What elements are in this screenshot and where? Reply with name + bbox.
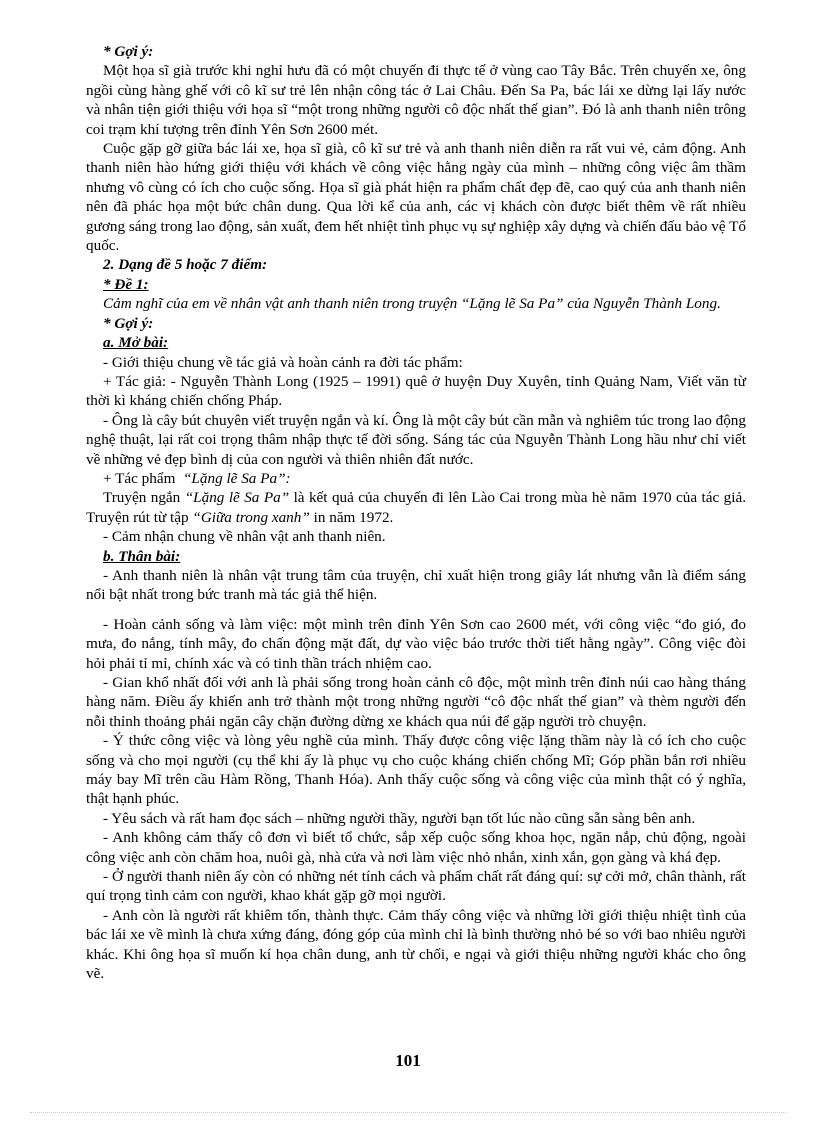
body-heading [86,547,746,566]
intro-heading-text: a. Mở bài: [103,334,169,352]
exercise-label-text: * Đề 1: [103,275,149,293]
work-label: + Tác phẩm [103,469,176,487]
intro-heading [86,333,746,352]
page-content [86,42,746,984]
body-paragraph-5: - Yêu sách và rất ham đọc sách – những người thầy, người bạn tốt lúc nào cũng sẵn sàng bên anh. [103,809,696,827]
body-paragraph-7: - Ở người thanh niên ấy còn có những nét tính cách và phẩm chất rất đáng quí: sự cởi mở, chân thành, rất quí trọng tình cảm con người, khao khát gặp gỡ mọi người. [86,868,746,905]
work-title: “Lặng lẽ Sa Pa”: [182,469,291,487]
intro-line-author: + Tác giả: - Nguyễn Thành Long (1925 – 1991) quê ở huyện Duy Xuyên, tỉnh Quảng Nam, Viết văn từ thời kì kháng chiến chống Pháp. [86,372,746,410]
story-text-2: là kết quả của chuyến đi lên Lào Cai trong mùa hè năm 1970 của tác giả. Truyện rút từ tập [86,489,747,526]
exercise-label [86,275,746,294]
section-heading-form: 2. Dạng đề 5 hoặc 7 điểm: [103,256,268,274]
intro-line-general: - Giới thiệu chung về tác giả và hoàn cảnh ra đời tác phẩm: [103,353,463,371]
intro-line-work [86,469,746,488]
story-text-1: Truyện ngắn [103,489,181,507]
hint-heading-1: * Gợi ý: [103,43,154,60]
body-paragraph-1: - Anh thanh niên là nhân vật trung tâm của truyện, chỉ xuất hiện trong giây lát nhưng vẫn là điểm sáng nổi bật nhất trong bức tranh mà tác giả thể hiện. [86,566,746,604]
intro-line-story [86,488,746,527]
story-title: “Lặng lẽ Sa Pa” [184,489,290,507]
intro-line-feeling: - Cảm nhận chung về nhân vật anh thanh niên. [103,528,386,546]
hint-heading-2: * Gợi ý: [103,314,154,332]
page-bottom-divider [30,1112,786,1113]
body-paragraph-4: - Ý thức công việc và lòng yêu nghề của mình. Thấy được công việc lặng thầm này là có ích cho cuộc sống và cho mọi người (cụ thể khi ấy là phục vụ cho cuộc kháng chiến chống Mĩ; Góp phần bắn rơi nhiều máy bay Mĩ trên cầu Hàm Rồng, Thanh Hóa). Anh thấy cuộc sống và công việc của mình thật có ý nghĩa, thật hạnh phúc. [86,732,746,808]
body-paragraph-2: - Hoàn cảnh sống và làm việc: một mình trên đỉnh Yên Sơn cao 2600 mét, với công việc “đo gió, đo mưa, đo nắng, tính mây, đo chấn động mặt đất, dự vào việc báo trước thời tiết hằng ngày”. Công việc đòi hỏi phải tỉ mỉ, chính xác và có tinh thần trách nhiệm cao. [86,615,746,672]
body-paragraph-3: - Gian khổ nhất đối với anh là phải sống trong hoàn cảnh cô độc, một mình trên đỉnh núi cao hàng tháng hàng năm. Điều ấy khiến anh trở thành một trong những người “cô độc nhất thế gian” và thèm người đến nỗi thỉnh thoảng phải ngăn cây chặn đường dừng xe khách qua núi để gặp người trò chuyện. [86,674,746,730]
body-paragraph-6: - Anh không cảm thấy cô đơn vì biết tổ chức, sắp xếp cuộc sống khoa học, ngăn nắp, chủ động, ngoài công việc anh còn chăm hoa, nuôi gà, nhà cửa và nơi làm việc nhỏ nhắn, xinh xắn, gọn gàng và khá đẹp. [86,829,746,866]
intro-line-author-style: - Ông là cây bút chuyên viết truyện ngắn và kí. Ông là một cây bút cần mẫn và nghiêm túc trong lao động nghệ thuật, lại rất coi trọng thâm nhập thực tế đời sống. Sáng tác của Nguyễn Thành Long hầu như chỉ viết về những vẻ đẹp bình dị của con người và thiên nhiên đất nước. [86,411,746,468]
story-text-3: in năm 1972. [313,508,394,526]
body-heading-text: b. Thân bài: [103,547,181,565]
summary-paragraph-1: Một họa sĩ già trước khi nghỉ hưu đã có một chuyến đi thực tế ở vùng cao Tây Bắc. Trên chuyến xe, ông ngồi cùng hàng ghế với cô kĩ sư trẻ lên nhận công tác ở Lai Châu. Đến Sa Pa, bác lái xe dừng lại lấy nước và nhân tiện giới thiệu với họa sĩ “một trong những người cô độc nhất thế gian”. Đó là anh thanh niên trông coi trạm khí tượng trên đỉnh Yên Sơn 2600 mét. [86,62,746,138]
spacer [86,605,746,615]
summary-paragraph-2: Cuộc gặp gỡ giữa bác lái xe, họa sĩ già, cô kĩ sư trẻ và anh thanh niên diễn ra rất vui vẻ, cảm động. Anh thanh niên hào hứng giới thiệu với khách về công việc hằng ngày của mình – những công việc âm thầm nhưng vô cùng có ích cho cuộc sống. Họa sĩ già phát hiện ra phẩm chất đẹp đẽ, cao quý của anh thanh niên nên đã phác họa một bức chân dung. Qua lời kể của anh, các vị khách còn được biết thêm về rất nhiều gương sáng trong lao động, sản xuất, đem hết nhiệt tình phục vụ sự nghiệp xây dựng và chiến đấu bảo vệ Tổ quốc. [86,140,746,255]
exercise-task: Cảm nghĩ của em về nhân vật anh thanh niên trong truyện “Lặng lẽ Sa Pa” của Nguyễn Thành Long. [103,295,721,313]
body-paragraph-8: - Anh còn là người rất khiêm tốn, thành thực. Cảm thấy công việc và những lời giới thiệu nhiệt tình của bác lái xe về mình là chưa xứng đáng, đóng góp của mình chỉ là bình thường nhỏ bé so với bao nhiêu người khác. Khi ông họa sĩ muốn kí họa chân dung, anh từ chối, e ngại và giới thiệu những người khác cho ông vẽ. [86,906,746,983]
collection-title: “Giữa trong xanh” [192,508,310,526]
page-number: 101 [395,1051,421,1070]
